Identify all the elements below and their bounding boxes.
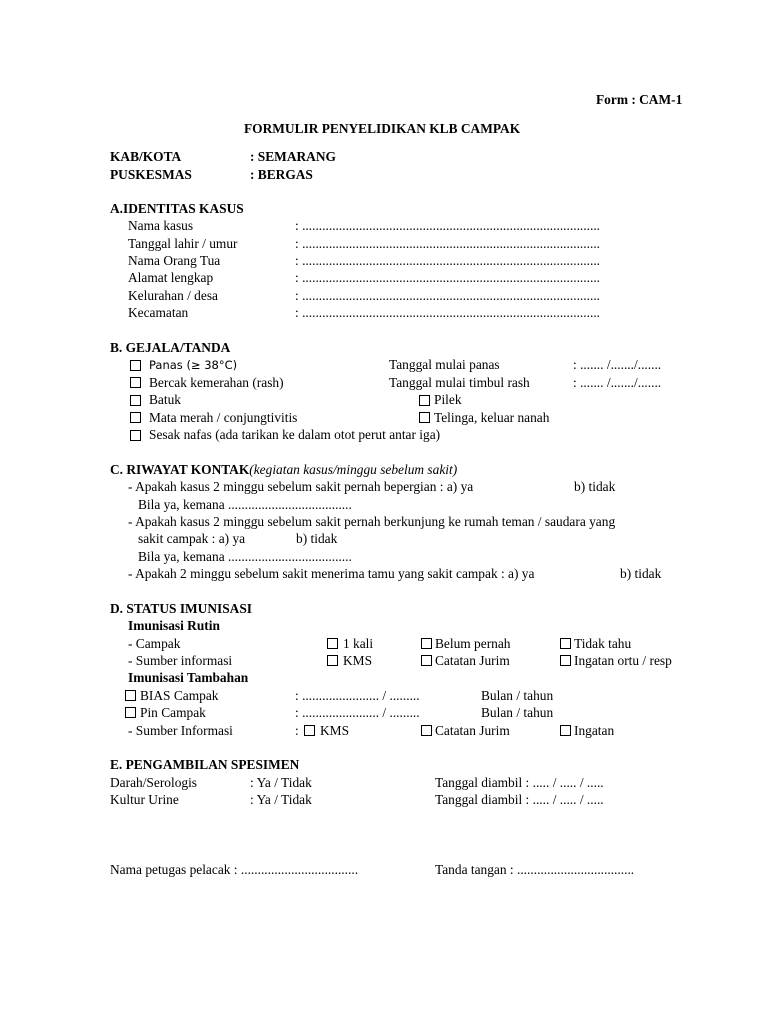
label-bias-campak: BIAS Campak — [140, 688, 219, 703]
question-berkunjung-ya[interactable]: sakit campak : a) ya — [138, 531, 246, 546]
field-nama-orang-tua-dots[interactable]: : ......................................................................................... — [295, 253, 601, 268]
section-c-title: C. RIWAYAT KONTAK — [110, 462, 250, 477]
pin-campak-bulan-tahun: Bulan / tahun — [481, 705, 554, 720]
label-pin-campak: Pin Campak — [140, 705, 206, 720]
question-berkunjung: - Apakah kasus 2 minggu sebelum sakit pernah berkunjung ke rumah teman / saudara yang — [128, 514, 616, 529]
form-code: Form : CAM-1 — [596, 92, 683, 107]
kultur-urine-value[interactable]: : Ya / Tidak — [250, 792, 312, 807]
field-tanggal-lahir-dots[interactable]: : ......................................................................................... — [295, 236, 601, 251]
label-mata-merah: Mata merah / conjungtivitis — [149, 410, 298, 425]
label-sumber-informasi-tambahan: - Sumber Informasi — [128, 723, 233, 738]
label-kultur-urine: Kultur Urine — [110, 792, 179, 807]
label-tgl-rash: Tanggal mulai timbul rash — [389, 375, 530, 390]
checkbox-batuk[interactable] — [130, 395, 141, 406]
checkbox-1-kali[interactable] — [327, 638, 338, 649]
label-belum-pernah: Belum pernah — [435, 636, 511, 651]
imunisasi-tambahan-title: Imunisasi Tambahan — [128, 670, 249, 685]
puskesmas-label: PUSKESMAS — [110, 167, 192, 182]
checkbox-telinga[interactable] — [419, 412, 430, 423]
bias-campak-date-dots[interactable]: : ....................... / ......... — [295, 688, 420, 703]
field-kelurahan: Kelurahan / desa — [128, 288, 218, 303]
label-ingatan-ortu: Ingatan ortu / resp — [574, 653, 672, 668]
field-kecamatan: Kecamatan — [128, 305, 189, 320]
field-nama-kasus-dots[interactable]: : ......................................................................................... — [295, 218, 601, 233]
label-ingatan: Ingatan — [574, 723, 615, 738]
label-tgl-panas: Tanggal mulai panas — [389, 357, 500, 372]
field-nama-kasus: Nama kasus — [128, 218, 194, 233]
section-c-heading — [110, 462, 457, 478]
nama-petugas-pelacak[interactable]: Nama petugas pelacak : ................................... — [110, 862, 359, 877]
form-title: FORMULIR PENYELIDIKAN KLB CAMPAK — [244, 121, 521, 136]
kabkota-value: : SEMARANG — [250, 149, 336, 164]
puskesmas-value: : BERGAS — [250, 167, 313, 182]
checkbox-tidak-tahu[interactable] — [560, 638, 571, 649]
field-alamat-dots[interactable]: : ......................................................................................... — [295, 270, 601, 285]
question-berkunjung-tidak[interactable]: b) tidak — [296, 531, 338, 546]
checkbox-panas[interactable] — [130, 360, 141, 371]
checkbox-sesak-nafas[interactable] — [130, 430, 141, 441]
question-berkunjung-kemana[interactable]: Bila ya, kemana ..................................... — [138, 549, 352, 564]
checkbox-catatan-jurim-tambahan[interactable] — [421, 725, 432, 736]
field-alamat: Alamat lengkap — [128, 270, 214, 285]
label-catatan-jurim-tambahan: Catatan Jurim — [435, 723, 510, 738]
label-telinga: Telinga, keluar nanah — [434, 410, 550, 425]
bias-campak-bulan-tahun: Bulan / tahun — [481, 688, 554, 703]
tgl-panas-dots[interactable]: : ....... /......./....... — [573, 357, 662, 372]
section-e-title: E. PENGAMBILAN SPESIMEN — [110, 757, 300, 772]
checkbox-ingatan[interactable] — [560, 725, 571, 736]
section-d-title: D. STATUS IMUNISASI — [110, 601, 252, 616]
tanda-tangan[interactable]: Tanda tangan : ................................... — [435, 862, 635, 877]
label-catatan-jurim: Catatan Jurim — [435, 653, 510, 668]
label-campak: - Campak — [128, 636, 181, 651]
label-panas: Panas (≥ 38°C) — [149, 358, 238, 372]
checkbox-mata-merah[interactable] — [130, 412, 141, 423]
section-c-subtitle: (kegiatan kasus/minggu sebelum sakit) — [249, 462, 458, 477]
section-a-title: A.IDENTITAS KASUS — [110, 201, 244, 216]
checkbox-pilek[interactable] — [419, 395, 430, 406]
sumber-informasi-colon: : — [295, 723, 299, 738]
checkbox-catatan-jurim[interactable] — [421, 655, 432, 666]
checkbox-pin-campak[interactable] — [125, 707, 136, 718]
label-sesak-nafas: Sesak nafas (ada tarikan ke dalam otot perut antar iga) — [149, 427, 441, 442]
label-batuk: Batuk — [149, 392, 181, 407]
imunisasi-rutin-title: Imunisasi Rutin — [128, 618, 220, 633]
checkbox-kms[interactable] — [327, 655, 338, 666]
pin-campak-date-dots[interactable]: : ....................... / ......... — [295, 705, 420, 720]
label-sumber-informasi: - Sumber informasi — [128, 653, 233, 668]
darah-serologis-value[interactable]: : Ya / Tidak — [250, 775, 312, 790]
field-tanggal-lahir: Tanggal lahir / umur — [128, 236, 238, 251]
field-kecamatan-dots[interactable]: : ......................................................................................... — [295, 305, 601, 320]
label-kms-tambahan: KMS — [320, 723, 350, 738]
checkbox-bias-campak[interactable] — [125, 690, 136, 701]
tgl-rash-dots[interactable]: : ....... /......./....... — [573, 375, 662, 390]
question-bepergian-tidak[interactable]: b) tidak — [574, 479, 616, 494]
kabkota-label: KAB/KOTA — [110, 149, 182, 164]
section-b-title: B. GEJALA/TANDA — [110, 340, 231, 355]
label-tidak-tahu: Tidak tahu — [574, 636, 632, 651]
label-kms: KMS — [343, 653, 373, 668]
question-bepergian-kemana[interactable]: Bila ya, kemana ..................................... — [138, 497, 352, 512]
label-pilek: Pilek — [434, 392, 462, 407]
urine-tanggal-diambil[interactable]: Tanggal diambil : ..... / ..... / ..... — [435, 792, 604, 807]
darah-tanggal-diambil[interactable]: Tanggal diambil : ..... / ..... / ..... — [435, 775, 604, 790]
label-bercak: Bercak kemerahan (rash) — [149, 375, 284, 390]
field-nama-orang-tua: Nama Orang Tua — [128, 253, 221, 268]
field-kelurahan-dots[interactable]: : ......................................................................................... — [295, 288, 601, 303]
question-bepergian: - Apakah kasus 2 minggu sebelum sakit pernah bepergian : a) ya — [128, 479, 474, 494]
checkbox-bercak[interactable] — [130, 377, 141, 388]
checkbox-ingatan-ortu[interactable] — [560, 655, 571, 666]
checkbox-kms-tambahan[interactable] — [304, 725, 315, 736]
label-1-kali: 1 kali — [343, 636, 374, 651]
checkbox-belum-pernah[interactable] — [421, 638, 432, 649]
question-menerima-tamu-tidak[interactable]: b) tidak — [620, 566, 662, 581]
question-menerima-tamu: - Apakah 2 minggu sebelum sakit menerima tamu yang sakit campak : a) ya — [128, 566, 535, 581]
label-darah-serologis: Darah/Serologis — [110, 775, 198, 790]
